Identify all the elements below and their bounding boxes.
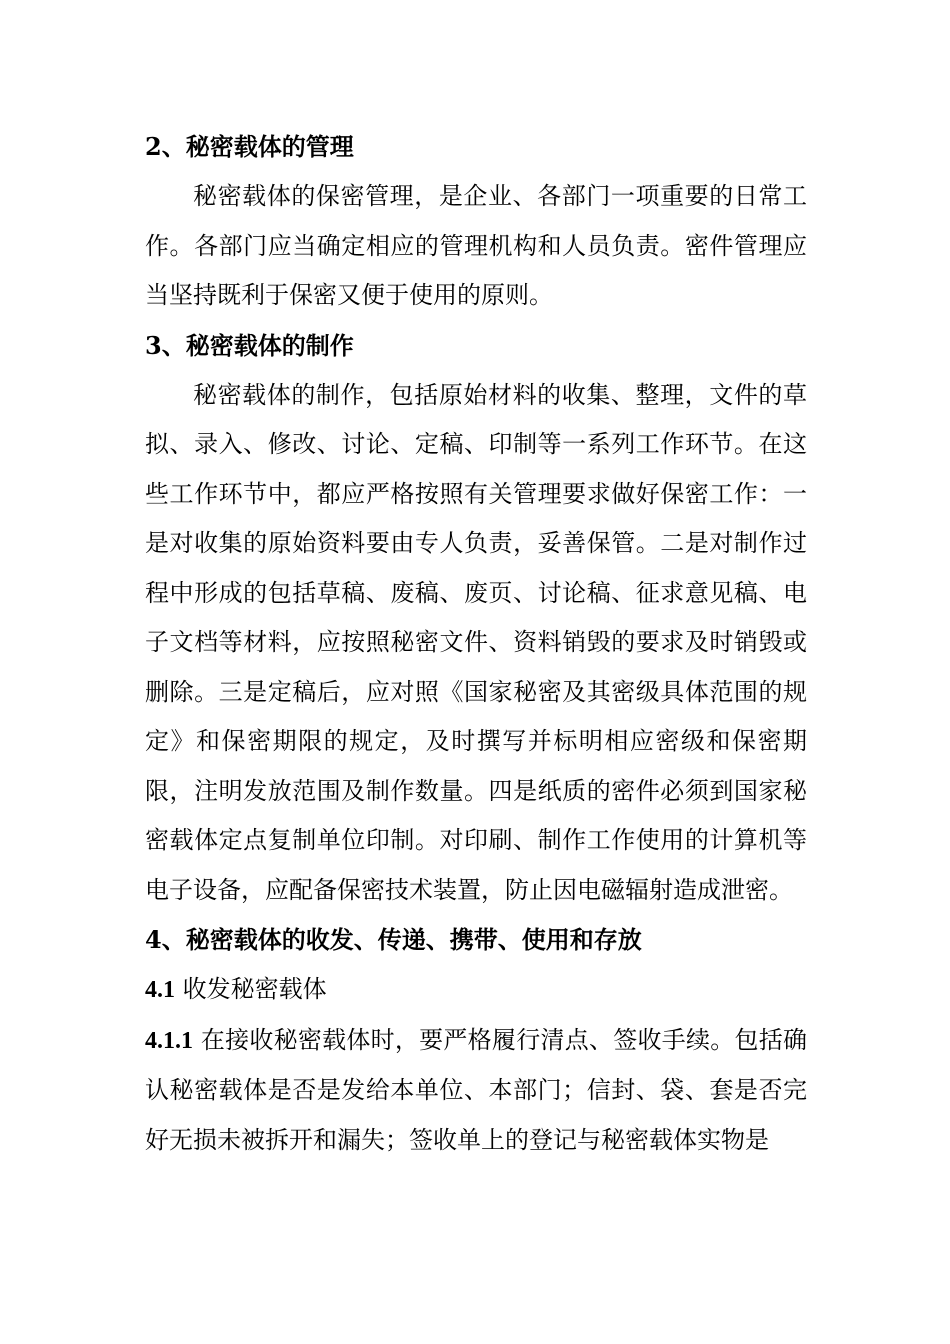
item-4-1-1 [145,1016,807,1166]
section-4-heading: 4、秘密载体的收发、传递、携带、使用和存放 [145,925,642,954]
item-4-1-1-text: 在接收秘密载体时，要严格履行清点、签收手续。包括确认秘密载体是否是发给本单位、本部门；信封、袋、套是否完好无损未被拆开和漏失；签收单上的登记与秘密载体实物是 [145,1025,807,1154]
document-page [145,122,807,1165]
subsection-4-1-number: 4.1 [145,977,175,1003]
section-2-paragraph: 秘密载体的保密管理，是企业、各部门一项重要的日常工作。各部门应当确定相应的管理机构和人员负责。密件管理应当坚持既利于保密又便于使用的原则。 [145,182,807,309]
section-3-paragraph: 秘密载体的制作，包括原始材料的收集、整理，文件的草拟、录入、修改、讨论、定稿、印制等一系列工作环节。在这些工作环节中，都应严格按照有关管理要求做好保密工作：一是对收集的原始资料要由专人负责，妥善保管。二是对制作过程中形成的包括草稿、废稿、废页、讨论稿、征求意见稿、电子文档等材料，应按照秘密文件、资料销毁的要求及时销毁或删除。三是定稿后，应对照《国家秘密及其密级具体范围的规定》和保密期限的规定，及时撰写并标明相应密级和保密期限，注明发放范围及制作数量。四是纸质的密件必须到国家秘密载体定点复制单位印制。对印刷、制作工作使用的计算机等电子设备，应配备保密技术装置，防止因电磁辐射造成泄密。 [145,380,807,904]
section-3-heading: 3、秘密载体的制作 [145,330,354,360]
subsection-4-1 [145,965,807,1016]
item-4-1-1-number: 4.1.1 [145,1027,193,1054]
subsection-4-1-title: 收发秘密载体 [175,975,327,1003]
section-2-heading: 2、秘密载体的管理 [145,132,354,161]
